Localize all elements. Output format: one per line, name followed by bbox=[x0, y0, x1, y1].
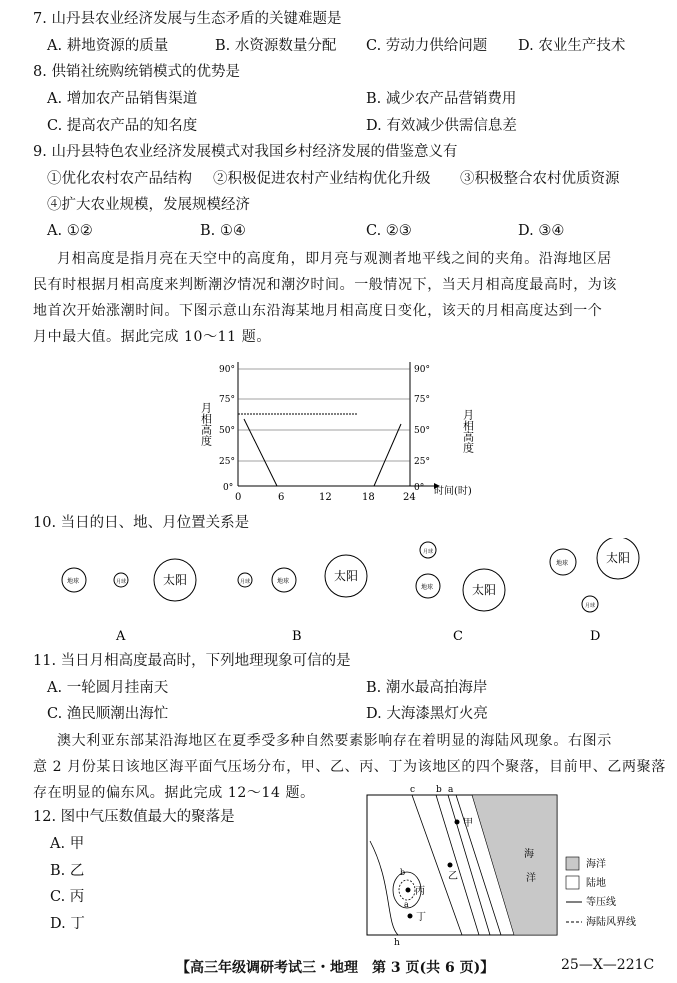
option-b-letter: B bbox=[292, 629, 302, 644]
y-tick-left-90: 90° bbox=[219, 365, 235, 375]
y-tick-left-25: 25° bbox=[219, 457, 235, 467]
legend-boundary: 海陆风界线 bbox=[586, 917, 636, 928]
y-tick-right-50: 50° bbox=[414, 426, 430, 436]
option-d-letter: D bbox=[590, 629, 601, 644]
isobar-label-b-inner: b bbox=[400, 868, 406, 877]
moon-c-label: 月球 bbox=[423, 549, 434, 555]
x-tick-24: 24 bbox=[403, 492, 416, 503]
q8-option-b: B. 减少农产品营销费用 bbox=[366, 91, 517, 107]
passage2-line-2: 意 2 月份某日该地区海平面气压场分布，甲、乙、丙、丁为该地区的四个聚落，目前甲、乙两聚落 bbox=[33, 759, 666, 775]
passage2-line-3: 存在明显的偏东风。据此完成 12～14 题。 bbox=[33, 785, 315, 801]
q11-option-a: A. 一轮圆月挂南天 bbox=[47, 680, 169, 696]
q8-stem: 8. 供销社统购统销模式的优势是 bbox=[33, 64, 240, 80]
q10-stem: 10. 当日的日、地、月位置关系是 bbox=[33, 515, 250, 531]
settlement-yi: 乙 bbox=[448, 871, 458, 882]
sea-label-1: 海 bbox=[524, 849, 534, 860]
sun-b-label: 太阳 bbox=[334, 569, 359, 583]
sun-d-label: 太阳 bbox=[606, 551, 631, 565]
isobar-label-h: h bbox=[394, 938, 400, 948]
y-tick-right-90: 90° bbox=[414, 365, 430, 375]
settlement-ding: 丁 bbox=[416, 912, 426, 923]
option-b-diagram bbox=[238, 555, 367, 597]
q8-option-a: A. 增加农产品销售渠道 bbox=[47, 91, 198, 107]
q11-option-b: B. 潮水最高拍海岸 bbox=[366, 680, 488, 696]
y-tick-right-0: 0° bbox=[414, 483, 425, 493]
passage1-line-4: 月中最大值。据此完成 10～11 题。 bbox=[33, 329, 271, 345]
settlement-bing: 丙 bbox=[415, 886, 425, 897]
q8-option-d: D. 有效减少供需信息差 bbox=[366, 118, 517, 134]
q9-option-b: B. ①④ bbox=[200, 223, 246, 239]
q12-option-d: D. 丁 bbox=[50, 916, 85, 932]
moon-altitude-figure bbox=[196, 354, 486, 504]
legend-isobar: 等压线 bbox=[586, 897, 616, 908]
x-tick-12: 12 bbox=[319, 492, 332, 503]
x-tick-18: 18 bbox=[362, 492, 375, 503]
q11-option-d: D. 大海漆黑灯火亮 bbox=[366, 706, 488, 722]
q12-option-c: C. 丙 bbox=[50, 889, 85, 905]
q12-option-a: A. 甲 bbox=[50, 836, 85, 852]
x-tick-6: 6 bbox=[278, 492, 285, 503]
sea-label-2: 洋 bbox=[526, 873, 536, 884]
passage1-line-1: 月相高度是指月亮在天空中的高度角，即月亮与观测者地平线之间的夹角。沿海地区居 bbox=[57, 251, 612, 267]
passage2-line-1: 澳大利亚东部某沿海地区在夏季受多种自然要素影响存在着明显的海陆风现象。右图示 bbox=[57, 733, 612, 749]
isobar-label-a-inner: a bbox=[404, 900, 409, 909]
isobar-label-b-top: b bbox=[436, 785, 442, 795]
q7-option-c: C. 劳动力供给问题 bbox=[366, 38, 488, 54]
earth-c-label: 地球 bbox=[421, 584, 434, 591]
q11-option-c: C. 渔民顺潮出海忙 bbox=[47, 706, 169, 722]
q11-stem: 11. 当日月相高度最高时，下列地理现象可信的是 bbox=[33, 653, 351, 669]
q9-item-4: ④扩大农业规模，发展规模经济 bbox=[47, 197, 250, 213]
isobar-label-a-top: a bbox=[448, 785, 454, 795]
page-footer-title: 【高三年级调研考试三・地理 第 3 页(共 6 页)】 bbox=[176, 960, 495, 976]
passage1-line-3: 地首次开始涨潮时间。下图示意山东沿海某地月相高度日变化，该天的月相高度达到一个 bbox=[33, 303, 603, 319]
sun-c-label: 太阳 bbox=[472, 583, 497, 597]
passage1-line-2: 民有时根据月相高度来判断潮汐情况和潮汐时间。一般情况下，当天月相高度最高时，为该 bbox=[33, 277, 617, 293]
x-axis-label: 时间(时) bbox=[434, 486, 472, 497]
earth-d-label: 地球 bbox=[556, 560, 569, 567]
q9-option-d: D. ③④ bbox=[518, 223, 565, 239]
sun-earth-moon-options bbox=[40, 538, 660, 648]
y-tick-right-25: 25° bbox=[414, 457, 430, 467]
y-tick-right-75: 75° bbox=[414, 395, 430, 405]
q7-stem: 7. 山丹县农业经济发展与生态矛盾的关键难题是 bbox=[33, 11, 342, 27]
q7-option-a: A. 耕地资源的质量 bbox=[47, 38, 169, 54]
y-axis-label-right: 月相高度 bbox=[461, 409, 475, 453]
q9-option-c: C. ②③ bbox=[366, 223, 412, 239]
option-c-diagram bbox=[416, 542, 505, 611]
sun-a-label: 太阳 bbox=[163, 573, 188, 587]
option-a-diagram bbox=[62, 559, 196, 601]
y-tick-left-0: 0° bbox=[223, 483, 234, 493]
q7-option-b: B. 水资源数量分配 bbox=[215, 38, 337, 54]
option-d-diagram bbox=[550, 538, 639, 612]
page-footer-code: 25—X—221C bbox=[561, 957, 655, 973]
q9-option-a: A. ①② bbox=[47, 223, 93, 239]
earth-b-label: 地球 bbox=[277, 578, 290, 585]
moon-d-label: 月球 bbox=[585, 603, 596, 609]
y-axis-label-left: 月相高度 bbox=[199, 402, 213, 446]
y-tick-left-50: 50° bbox=[219, 426, 235, 436]
y-tick-left-75: 75° bbox=[219, 395, 235, 405]
q9-item-2: ②积极促进农村产业结构优化升级 bbox=[213, 171, 431, 187]
legend-sea: 海洋 bbox=[586, 859, 606, 870]
x-tick-0: 0 bbox=[235, 492, 242, 503]
pressure-map-figure bbox=[364, 783, 664, 948]
q12-stem: 12. 图中气压数值最大的聚落是 bbox=[33, 809, 235, 825]
legend-land: 陆地 bbox=[586, 878, 606, 889]
q7-option-d: D. 农业生产技术 bbox=[518, 38, 626, 54]
moon-a-label: 月球 bbox=[116, 579, 127, 585]
q9-stem: 9. 山丹县特色农业经济发展模式对我国乡村经济发展的借鉴意义有 bbox=[33, 144, 458, 160]
settlement-jia: 甲 bbox=[463, 818, 473, 829]
q12-option-b: B. 乙 bbox=[50, 863, 85, 879]
q9-item-1: ①优化农村农产品结构 bbox=[47, 171, 192, 187]
isobar-label-c: c bbox=[410, 785, 416, 795]
option-c-letter: C bbox=[453, 629, 463, 644]
q9-item-3: ③积极整合农村优质资源 bbox=[460, 171, 620, 187]
option-a-letter: A bbox=[116, 629, 126, 644]
earth-a-label: 地球 bbox=[67, 578, 80, 585]
moon-b-label: 月球 bbox=[240, 579, 251, 585]
q8-option-c: C. 提高农产品的知名度 bbox=[47, 118, 198, 134]
